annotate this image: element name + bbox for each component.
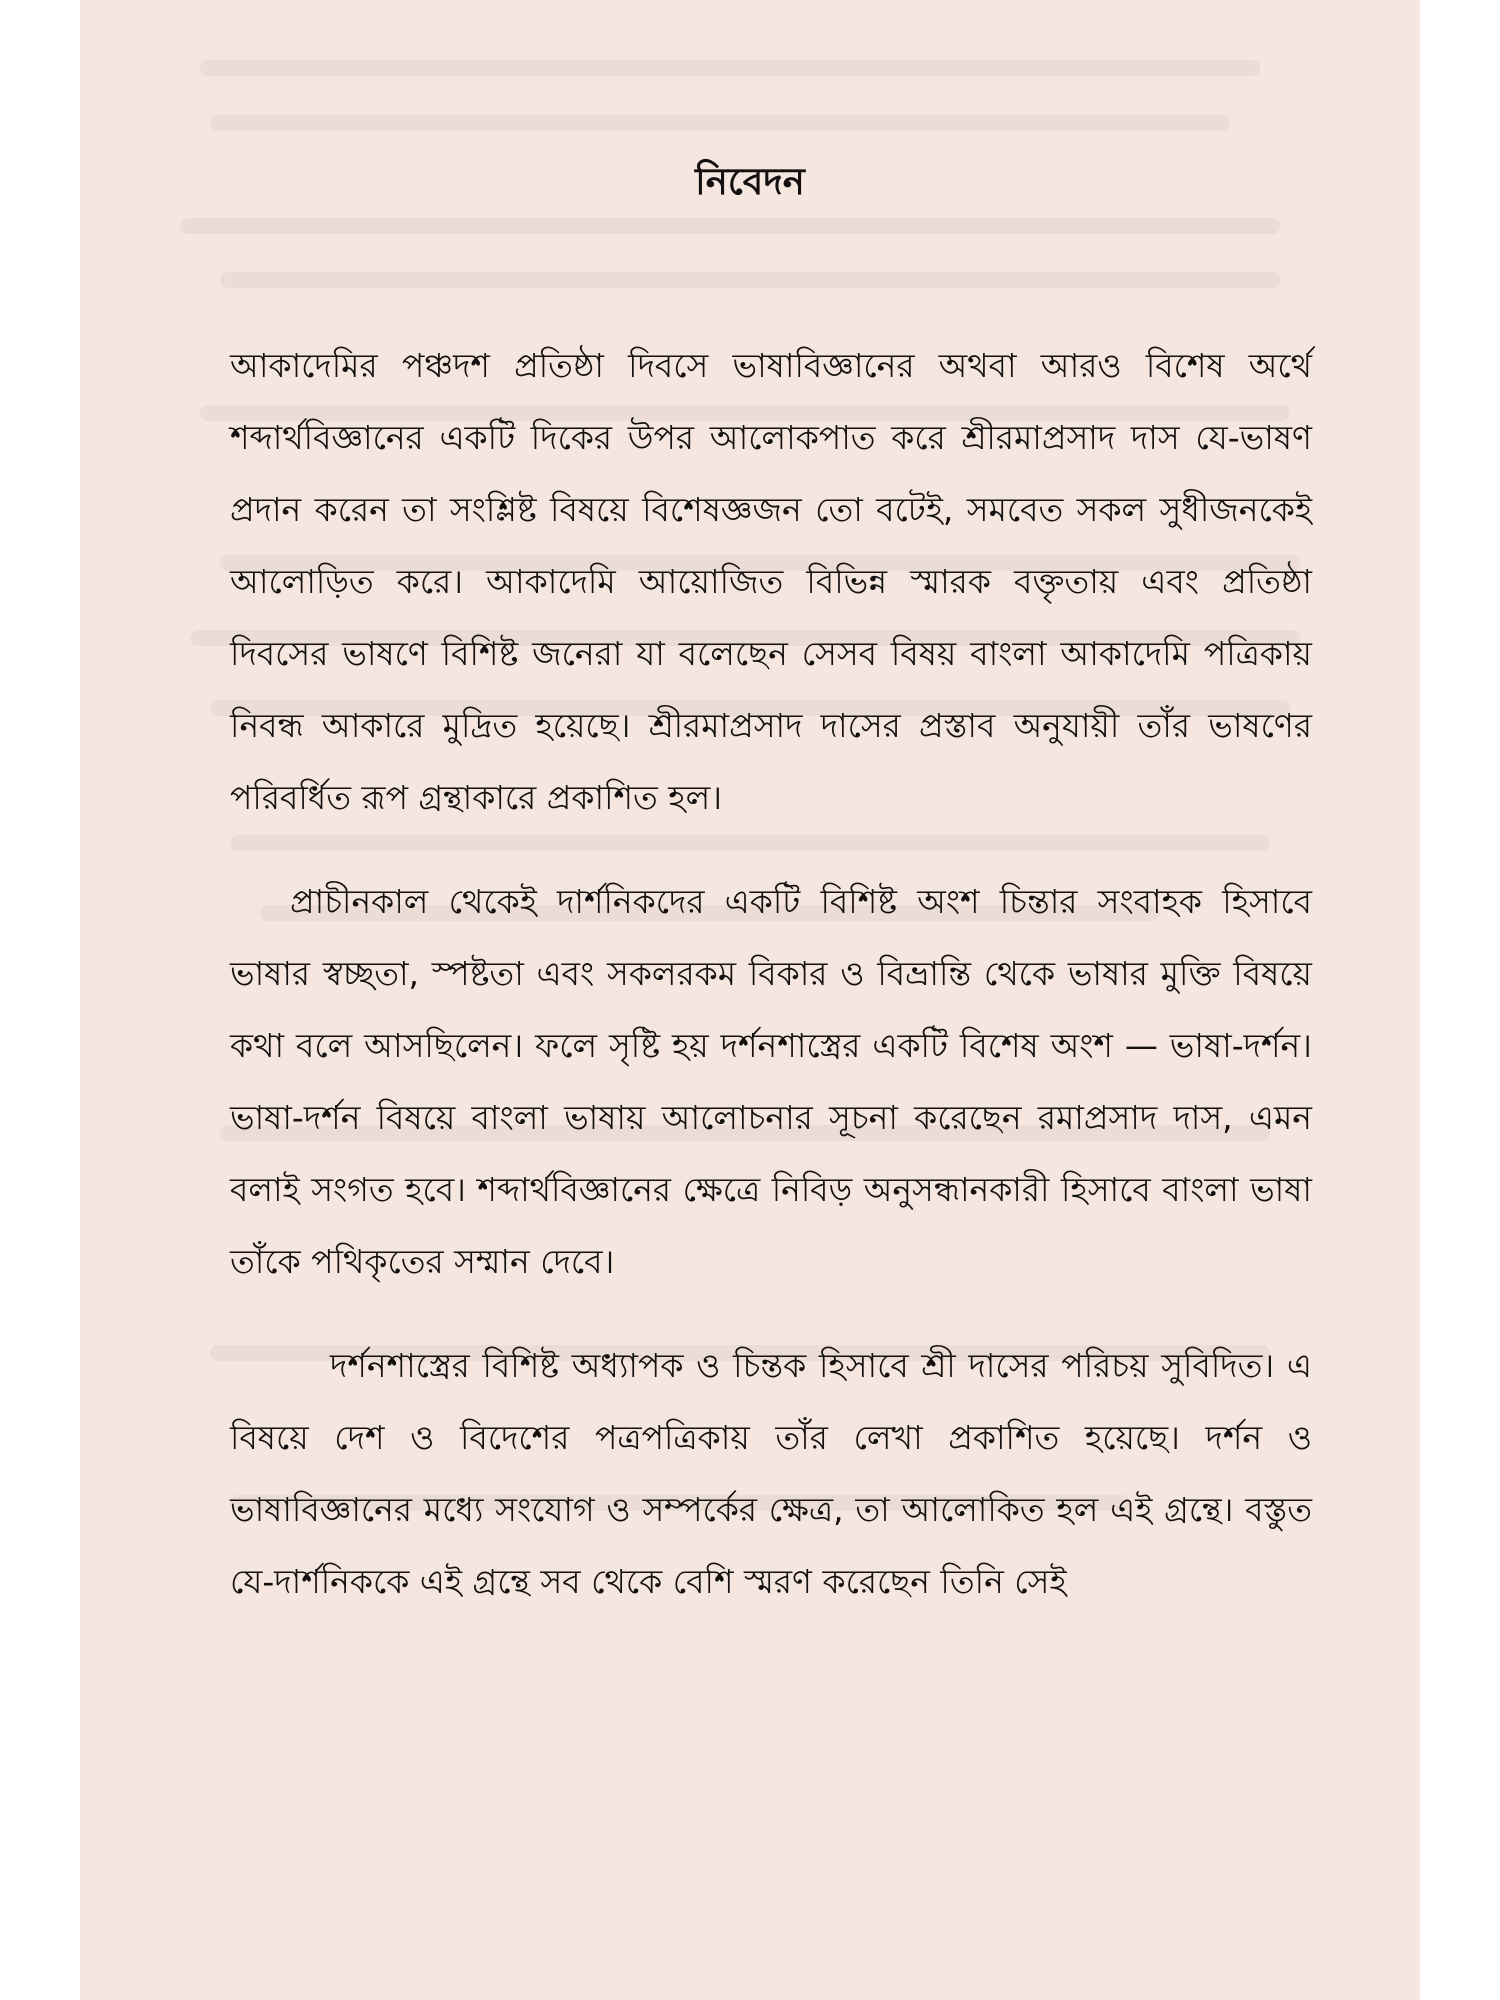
paragraph-1: আকাদেমির পঞ্চদশ প্রতিষ্ঠা দিবসে ভাষাবিজ্ঞানের অথবা আরও বিশেষ অর্থে শব্দার্থবিজ্ঞানের একটি দিকের উপর আলোকপাত করে শ্রীরমাপ্রসাদ দাস যে-ভাষণ প্রদান করেন তা সংশ্লিষ্ট বিষয়ে বিশেষজ্ঞজন তো বটেই, সমবেত সকল সুধীজনকেই আলোড়িত করে। আকাদেমি আয়োজিত বিভিন্ন স্মারক বক্তৃতায় এবং প্রতিষ্ঠা দিবসের ভাষণে বিশিষ্ট জনেরা যা বলেছেন সেসব বিষয় বাংলা আকাদেমি পত্রিকায় নিবন্ধ আকারে মুদ্রিত হয়েছে। শ্রীরমাপ্রসাদ দাসের প্রস্তাব অনুযায়ী তাঁর ভাষণের পরিবর্ধিত রূপ গ্রন্থাকারে প্রকাশিত হল। [230, 346, 1312, 817]
paragraph-2: প্রাচীনকাল থেকেই দার্শনিকদের একটি বিশিষ্ট অংশ চিন্তার সংবাহক হিসাবে ভাষার স্বচ্ছতা, স্পষ্টতা এবং সকলরকম বিকার ও বিভ্রান্তি থেকে ভাষার মুক্তি বিষয়ে কথা বলে আসছিলেন। ফলে সৃষ্টি হয় দর্শনশাস্ত্রের একটি বিশেষ অংশ — ভাষা-দর্শন। ভাষা-দর্শন বিষয়ে বাংলা ভাষায় আলোচনার সূচনা করেছেন রমাপ্রসাদ দাস, এমন বলাই সংগত হবে। শব্দার্থবিজ্ঞানের ক্ষেত্রে নিবিড় অনুসন্ধানকারী হিসাবে বাংলা ভাষা তাঁকে পথিকৃতের সম্মান দেবে। [230, 882, 1312, 1281]
page-title: নিবেদন [695, 160, 805, 203]
body-text [230, 330, 1312, 1618]
book-page [80, 0, 1420, 2000]
paragraph-3: দর্শনশাস্ত্রের বিশিষ্ট অধ্যাপক ও চিন্তক হিসাবে শ্রী দাসের পরিচয় সুবিদিত। এ বিষয়ে দেশ ও বিদেশের পত্রপত্রিকায় তাঁর লেখা প্রকাশিত হয়েছে। দর্শন ও ভাষাবিজ্ঞানের মধ্যে সংযোগ ও সম্পর্কের ক্ষেত্র, তা আলোকিত হল এই গ্রন্থে। বস্তুত যে-দার্শনিককে এই গ্রন্থে সব থেকে বেশি স্মরণ করেছেন তিনি সেই [230, 1346, 1312, 1601]
